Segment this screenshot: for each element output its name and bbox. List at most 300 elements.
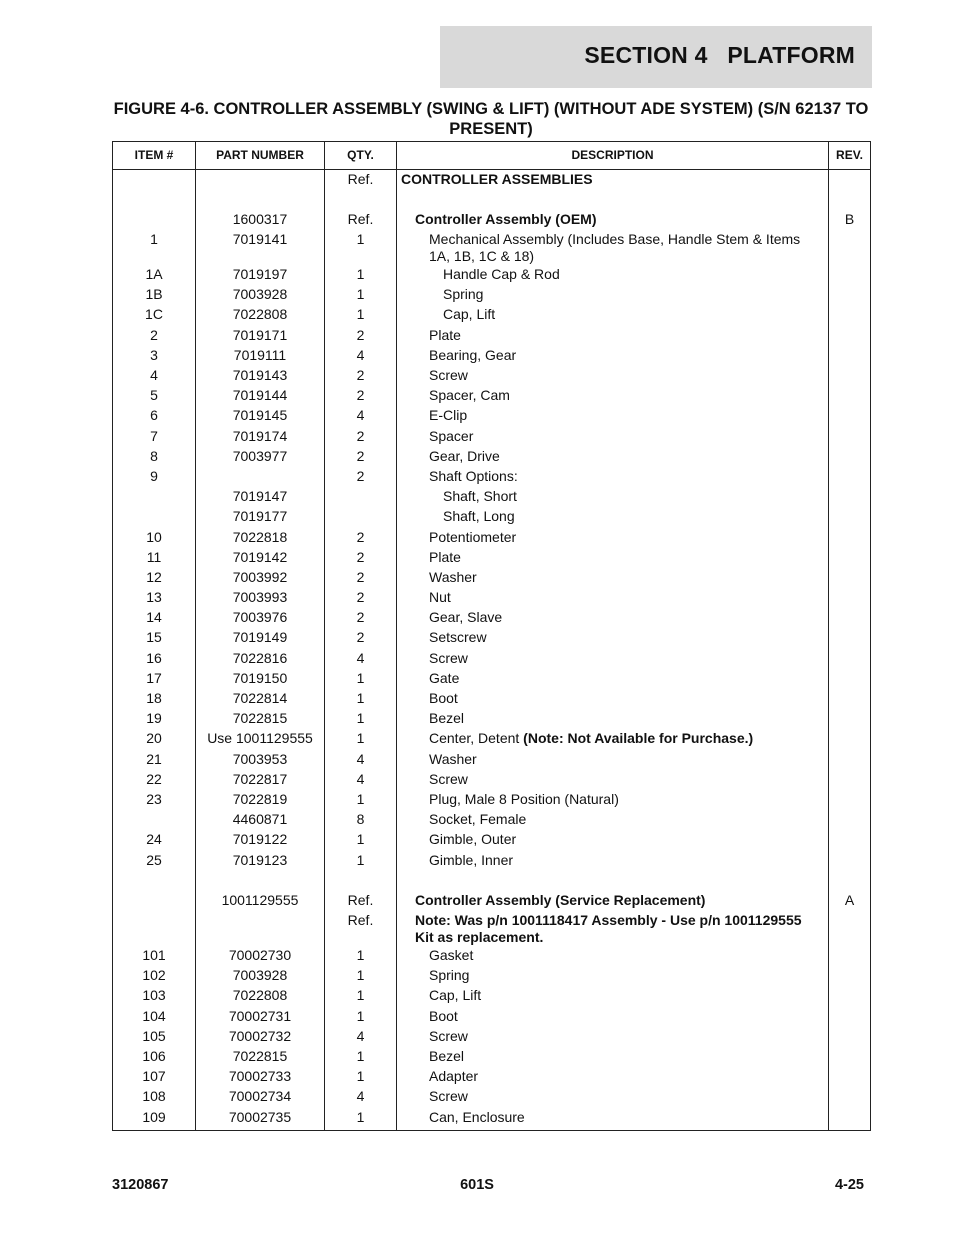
description-cell [397, 790, 829, 810]
qty-cell: 2 [325, 326, 397, 346]
rev-cell [829, 986, 871, 1006]
part-number-cell: 7019142 [196, 548, 325, 568]
item-number-cell: 6 [113, 406, 196, 426]
description-text: Washer [429, 568, 477, 585]
description-text: Shaft Options: [429, 467, 518, 484]
description-text: Spacer, Cam [429, 387, 510, 404]
rev-cell [829, 507, 871, 527]
part-number-cell: 7019123 [196, 851, 325, 871]
part-number-cell: 7019177 [196, 507, 325, 527]
qty-cell: 1 [325, 689, 397, 709]
rev-cell [829, 966, 871, 986]
item-number-cell: 15 [113, 628, 196, 648]
qty-cell: 1 [325, 669, 397, 689]
rev-cell [829, 871, 871, 891]
description-text: Setscrew [429, 629, 487, 646]
table-row [113, 830, 871, 850]
item-number-cell [113, 911, 196, 946]
qty-cell: 2 [325, 628, 397, 648]
description-cell [397, 230, 829, 265]
item-number-cell [113, 810, 196, 830]
qty-cell: 1 [325, 851, 397, 871]
item-number-cell: 102 [113, 966, 196, 986]
description-text: Spring [443, 286, 484, 303]
description-text: Screw [429, 649, 468, 666]
table-row [113, 1108, 871, 1131]
footer-doc-number: 3120867 [112, 1177, 169, 1193]
table-row [113, 467, 871, 487]
table-row [113, 986, 871, 1006]
description-text: Gear, Slave [429, 609, 503, 626]
item-number-cell: 109 [113, 1108, 196, 1131]
qty-cell: 1 [325, 729, 397, 749]
description-cell [397, 1067, 829, 1087]
description-cell [397, 986, 829, 1006]
description-text: Socket, Female [429, 811, 527, 828]
qty-cell: 2 [325, 447, 397, 467]
rev-cell [829, 1027, 871, 1047]
description-cell [397, 210, 829, 230]
item-number-cell: 16 [113, 649, 196, 669]
qty-cell: 4 [325, 1087, 397, 1107]
description-text: Can, Enclosure [429, 1108, 525, 1125]
description-cell [397, 366, 829, 386]
part-number-cell: 7022818 [196, 528, 325, 548]
description-text: Plug, Male 8 Position (Natural) [429, 790, 619, 807]
item-number-cell [113, 170, 196, 190]
description-cell [397, 285, 829, 305]
qty-cell: 1 [325, 830, 397, 850]
description-text: Boot [429, 690, 458, 706]
description-text: Nut [429, 589, 451, 606]
part-number-cell: 7022815 [196, 709, 325, 729]
description-cell [397, 548, 829, 568]
description-text: Screw [429, 1088, 468, 1105]
rev-cell [829, 346, 871, 366]
part-number-cell: 7022814 [196, 689, 325, 709]
table-row [113, 1027, 871, 1047]
col-header-part-number: PART NUMBER [196, 142, 325, 170]
table-row [113, 1047, 871, 1067]
table-row [113, 608, 871, 628]
table-row [113, 346, 871, 366]
part-number-cell: 7019145 [196, 406, 325, 426]
table-row [113, 170, 871, 190]
item-number-cell: 12 [113, 568, 196, 588]
qty-cell: 4 [325, 649, 397, 669]
table-row [113, 729, 871, 749]
item-number-cell: 13 [113, 588, 196, 608]
table-row [113, 210, 871, 230]
qty-cell: 2 [325, 608, 397, 628]
table-row [113, 487, 871, 507]
figure-title: FIGURE 4-6. CONTROLLER ASSEMBLY (SWING & LIFT) (WITHOUT ADE SYSTEM) (S/N 62137 TO PRESENT) [113, 100, 869, 138]
description-text: Gimble, Outer [429, 831, 517, 848]
description-cell [397, 750, 829, 770]
qty-cell: 4 [325, 750, 397, 770]
item-number-cell: 11 [113, 548, 196, 568]
item-number-cell: 10 [113, 528, 196, 548]
rev-cell [829, 770, 871, 790]
part-number-cell: 4460871 [196, 810, 325, 830]
rev-cell [829, 608, 871, 628]
rev-cell [829, 689, 871, 709]
description-cell [397, 1087, 829, 1107]
description-cell [397, 528, 829, 548]
rev-cell [829, 190, 871, 210]
rev-cell [829, 285, 871, 305]
qty-cell: 4 [325, 770, 397, 790]
rev-cell: B [829, 210, 871, 230]
col-header-item: ITEM # [113, 142, 196, 170]
description-text: Adapter [429, 1068, 479, 1085]
description-text: Bezel [429, 710, 465, 727]
item-number-cell: 108 [113, 1087, 196, 1107]
table-row [113, 265, 871, 285]
qty-cell: 1 [325, 1067, 397, 1087]
description-cell [397, 1007, 829, 1027]
part-number-cell: 70002734 [196, 1087, 325, 1107]
part-number-cell: 7019197 [196, 265, 325, 285]
qty-cell: 1 [325, 285, 397, 305]
table-row [113, 548, 871, 568]
part-number-cell [196, 911, 325, 946]
description-cell [397, 1027, 829, 1047]
rev-cell [829, 729, 871, 749]
part-number-cell: 7022819 [196, 790, 325, 810]
rev-cell [829, 568, 871, 588]
qty-cell: Ref. [325, 170, 397, 190]
description-text: Shaft, Long [443, 508, 515, 525]
item-number-cell: 23 [113, 790, 196, 810]
item-number-cell: 2 [113, 326, 196, 346]
table-row [113, 507, 871, 527]
part-number-cell [196, 190, 325, 210]
description-cell [397, 709, 829, 729]
part-number-cell: 7019174 [196, 427, 325, 447]
rev-cell [829, 649, 871, 669]
description-text: Gasket [429, 947, 474, 964]
description-cell [397, 346, 829, 366]
rev-cell [829, 170, 871, 190]
rev-cell [829, 851, 871, 871]
qty-cell: Ref. [325, 891, 397, 911]
description-text: Bearing, Gear [429, 346, 517, 363]
table-row [113, 689, 871, 709]
item-number-cell: 7 [113, 427, 196, 447]
table-row [113, 709, 871, 729]
rev-cell [829, 265, 871, 285]
part-number-cell [196, 871, 325, 891]
table-row [113, 406, 871, 426]
item-number-cell: 25 [113, 851, 196, 871]
qty-cell: 4 [325, 346, 397, 366]
item-number-cell [113, 507, 196, 527]
item-number-cell: 1B [113, 285, 196, 305]
item-number-cell: 101 [113, 946, 196, 966]
rev-cell [829, 326, 871, 346]
description-text: Note: Was p/n 1001118417 Assembly - Use p/n 1001129555 Kit as replacement. [415, 912, 802, 946]
part-number-cell: 7019111 [196, 346, 325, 366]
description-text: E-Clip [429, 407, 468, 424]
qty-cell: 1 [325, 966, 397, 986]
table-row [113, 911, 871, 946]
qty-cell: 2 [325, 386, 397, 406]
description-cell [397, 911, 829, 946]
rev-cell [829, 628, 871, 648]
qty-cell: 1 [325, 305, 397, 325]
qty-cell: 1 [325, 1007, 397, 1027]
rev-cell [829, 1108, 871, 1131]
table-row [113, 810, 871, 830]
part-number-cell: 7019122 [196, 830, 325, 850]
description-cell [397, 588, 829, 608]
description-cell [397, 447, 829, 467]
table-row [113, 386, 871, 406]
item-number-cell: 19 [113, 709, 196, 729]
description-cell [397, 1108, 829, 1131]
part-number-cell: 7019143 [196, 366, 325, 386]
item-number-cell: 22 [113, 770, 196, 790]
qty-cell: 1 [325, 709, 397, 729]
table-row [113, 1007, 871, 1027]
qty-cell: 2 [325, 568, 397, 588]
description-cell [397, 649, 829, 669]
parts-table [112, 141, 871, 1131]
description-text: Cap, Lift [429, 987, 482, 1004]
description-cell [397, 1047, 829, 1067]
item-number-cell: 17 [113, 669, 196, 689]
table-row [113, 851, 871, 871]
part-number-cell: Use 1001129555 [196, 729, 325, 749]
col-header-rev: REV. [829, 142, 871, 170]
description-text: Plate [429, 548, 461, 565]
description-text: Center, Detent [429, 730, 524, 747]
section-title: SECTION 4 PLATFORM [584, 42, 855, 68]
description-cell [397, 427, 829, 447]
table-row [113, 871, 871, 891]
table-header-row [113, 142, 871, 170]
description-text: Controller Assembly (OEM) [415, 210, 597, 227]
table-row [113, 427, 871, 447]
part-number-cell: 7003977 [196, 447, 325, 467]
item-number-cell: 21 [113, 750, 196, 770]
rev-cell [829, 366, 871, 386]
description-text: Boot [429, 1007, 458, 1024]
rev-cell: A [829, 891, 871, 911]
item-number-cell: 9 [113, 467, 196, 487]
qty-cell: 1 [325, 790, 397, 810]
qty-cell: 4 [325, 1027, 397, 1047]
rev-cell [829, 1087, 871, 1107]
parts-table-body [113, 170, 871, 1131]
description-cell [397, 305, 829, 325]
description-text: Screw [429, 1027, 468, 1044]
part-number-cell: 70002732 [196, 1027, 325, 1047]
table-row [113, 966, 871, 986]
description-text: Mechanical Assembly (Includes Base, Handle Stem & Items 1A, 1B, 1C & 18) [429, 231, 801, 265]
item-number-cell: 105 [113, 1027, 196, 1047]
rev-cell [829, 911, 871, 946]
qty-cell: 1 [325, 1047, 397, 1067]
description-cell [397, 729, 829, 749]
item-number-cell: 103 [113, 986, 196, 1006]
description-cell [397, 628, 829, 648]
description-text: Spacer [429, 427, 474, 444]
item-number-cell [113, 210, 196, 230]
description-note: (Note: Not Available for Purchase.) [523, 730, 754, 747]
item-number-cell: 3 [113, 346, 196, 366]
table-row [113, 285, 871, 305]
rev-cell [829, 386, 871, 406]
item-number-cell: 1 [113, 230, 196, 265]
part-number-cell: 7022808 [196, 305, 325, 325]
part-number-cell: 70002733 [196, 1067, 325, 1087]
item-number-cell: 106 [113, 1047, 196, 1067]
qty-cell: 1 [325, 230, 397, 265]
rev-cell [829, 1007, 871, 1027]
rev-cell [829, 467, 871, 487]
item-number-cell [113, 871, 196, 891]
description-cell [397, 851, 829, 871]
item-number-cell [113, 487, 196, 507]
part-number-cell: 70002730 [196, 946, 325, 966]
table-row [113, 770, 871, 790]
table-row [113, 190, 871, 210]
table-row [113, 528, 871, 548]
qty-cell: 1 [325, 946, 397, 966]
qty-cell: Ref. [325, 210, 397, 230]
qty-cell [325, 190, 397, 210]
qty-cell [325, 487, 397, 507]
part-number-cell: 1001129555 [196, 891, 325, 911]
qty-cell: 2 [325, 588, 397, 608]
description-text: Potentiometer [429, 528, 517, 545]
part-number-cell: 7019150 [196, 669, 325, 689]
qty-cell: 2 [325, 427, 397, 447]
qty-cell: 2 [325, 467, 397, 487]
part-number-cell: 7019147 [196, 487, 325, 507]
description-cell [397, 265, 829, 285]
footer-model: 601S [460, 1177, 494, 1193]
description-text: Handle Cap & Rod [443, 266, 560, 283]
description-cell [397, 507, 829, 527]
description-text: Shaft, Short [443, 488, 517, 505]
col-header-qty: QTY. [325, 142, 397, 170]
part-number-cell [196, 467, 325, 487]
qty-cell [325, 871, 397, 891]
table-row [113, 649, 871, 669]
description-cell [397, 386, 829, 406]
part-number-cell: 7019144 [196, 386, 325, 406]
part-number-cell: 7022817 [196, 770, 325, 790]
description-text: Plate [429, 326, 461, 343]
item-number-cell: 5 [113, 386, 196, 406]
item-number-cell: 18 [113, 689, 196, 709]
description-text: Washer [429, 750, 477, 767]
description-text: Screw [429, 770, 468, 787]
part-number-cell: 70002731 [196, 1007, 325, 1027]
item-number-cell: 1A [113, 265, 196, 285]
table-row [113, 366, 871, 386]
rev-cell [829, 305, 871, 325]
table-row [113, 568, 871, 588]
description-text: CONTROLLER ASSEMBLIES [401, 171, 593, 187]
item-number-cell [113, 891, 196, 911]
footer-page-number: 4-25 [834, 1177, 864, 1193]
description-cell [397, 487, 829, 507]
table-row [113, 669, 871, 689]
item-number-cell: 24 [113, 830, 196, 850]
item-number-cell: 104 [113, 1007, 196, 1027]
description-text: Gear, Drive [429, 447, 500, 464]
table-row [113, 750, 871, 770]
part-number-cell: 7003928 [196, 966, 325, 986]
part-number-cell: 7022815 [196, 1047, 325, 1067]
description-text: Screw [429, 367, 468, 383]
description-cell [397, 669, 829, 689]
description-cell [397, 326, 829, 346]
rev-cell [829, 230, 871, 265]
qty-cell: 2 [325, 548, 397, 568]
rev-cell [829, 1047, 871, 1067]
rev-cell [829, 406, 871, 426]
qty-cell: 2 [325, 366, 397, 386]
rev-cell [829, 810, 871, 830]
rev-cell [829, 750, 871, 770]
table-row [113, 1087, 871, 1107]
rev-cell [829, 548, 871, 568]
rev-cell [829, 447, 871, 467]
rev-cell [829, 669, 871, 689]
description-text: Bezel [429, 1048, 465, 1064]
part-number-cell: 70002735 [196, 1108, 325, 1131]
description-cell [397, 946, 829, 966]
description-text: Gate [429, 669, 460, 686]
description-text: Spring [429, 967, 470, 984]
qty-cell: 1 [325, 986, 397, 1006]
part-number-cell: 7003993 [196, 588, 325, 608]
description-cell [397, 467, 829, 487]
description-cell [397, 871, 829, 891]
item-number-cell: 107 [113, 1067, 196, 1087]
rev-cell [829, 588, 871, 608]
item-number-cell: 14 [113, 608, 196, 628]
table-row [113, 891, 871, 911]
description-cell [397, 689, 829, 709]
qty-cell [325, 507, 397, 527]
description-cell [397, 406, 829, 426]
description-cell [397, 770, 829, 790]
table-row [113, 1067, 871, 1087]
rev-cell [829, 1067, 871, 1087]
item-number-cell: 4 [113, 366, 196, 386]
qty-cell: Ref. [325, 911, 397, 946]
table-row [113, 790, 871, 810]
description-text: Cap, Lift [443, 306, 496, 323]
part-number-cell: 1600317 [196, 210, 325, 230]
rev-cell [829, 946, 871, 966]
qty-cell: 4 [325, 406, 397, 426]
col-header-description: DESCRIPTION [397, 142, 829, 170]
rev-cell [829, 528, 871, 548]
table-row [113, 305, 871, 325]
description-cell [397, 568, 829, 588]
description-cell [397, 190, 829, 210]
qty-cell: 1 [325, 265, 397, 285]
part-number-cell: 7003953 [196, 750, 325, 770]
part-number-cell: 7003976 [196, 608, 325, 628]
